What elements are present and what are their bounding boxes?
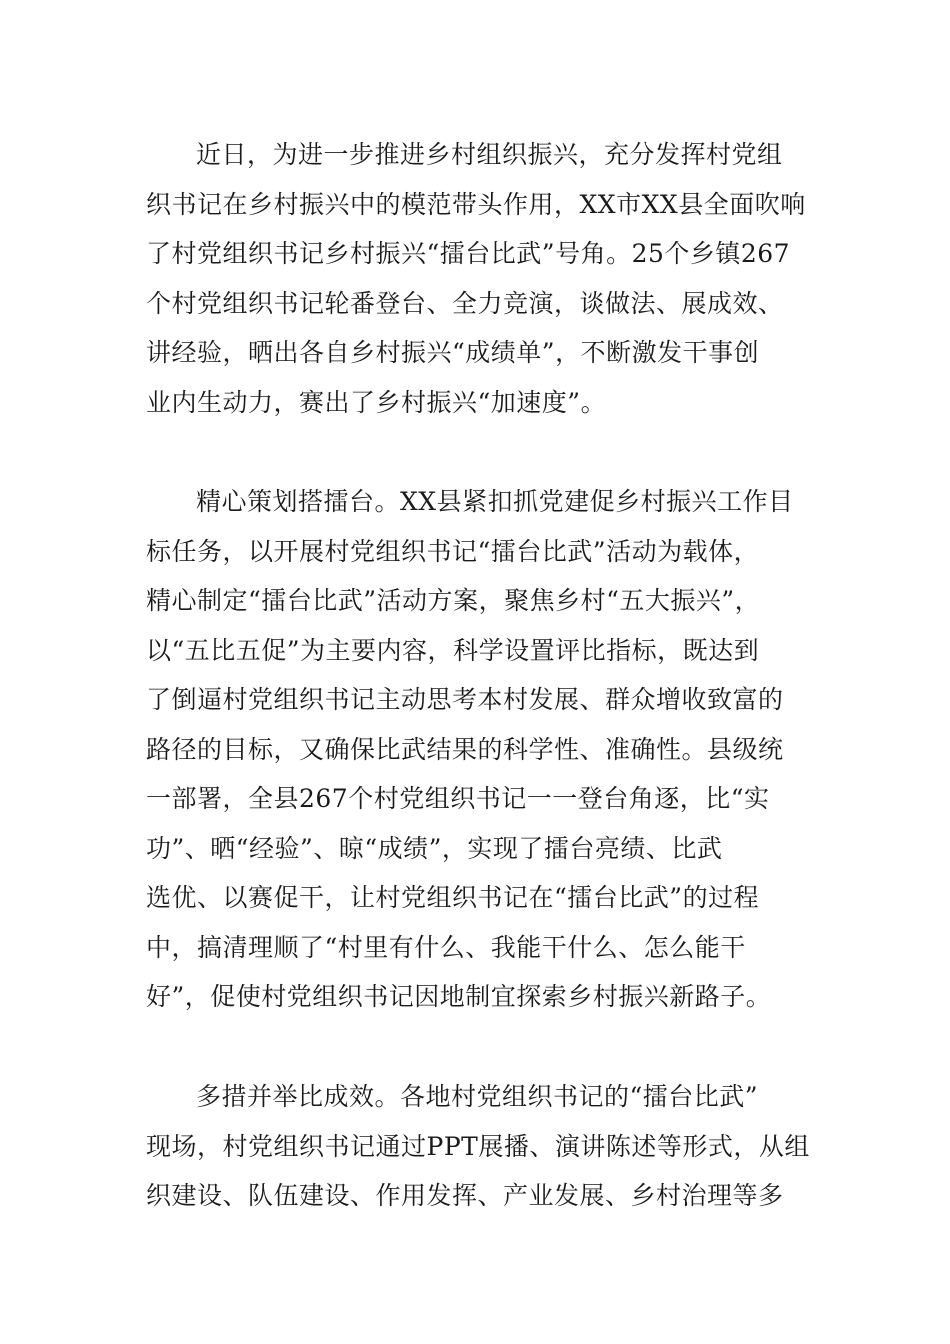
paragraph-measures xyxy=(146,1072,808,1221)
paragraph-arena-planning xyxy=(146,477,808,1022)
text-line: 业内生动力，赛出了乡村振兴“加速度”。 xyxy=(146,387,607,417)
text-line: 标任务，以开展村党组织书记“擂台比武”活动为载体， xyxy=(146,536,760,566)
text-line: 精心制定“擂台比武”活动方案，聚焦乡村“五大振兴”， xyxy=(146,586,761,615)
text-line: 选优、以赛促干，让村党组织书记在“擂台比武”的过程 xyxy=(146,883,760,912)
text-line: 精心策划搭擂台。XX县紧扣抓党建促乡村振兴工作目 xyxy=(196,487,794,516)
text-line: 中，搞清理顺了“村里有什么、我能干什么、怎么能干 xyxy=(146,932,746,962)
text-line: 路径的目标，又确保比武结果的科学性、准确性。县级统 xyxy=(146,734,784,764)
text-line: 现场，村党组织书记通过PPT展播、演讲陈述等形式，从组 xyxy=(146,1131,810,1161)
text-line: 功”、晒“经验”、晾“成绩”，实现了擂台亮绩、比武 xyxy=(146,833,723,863)
text-line: 织书记在乡村振兴中的模范带头作用，XX市XX县全面吹响 xyxy=(146,189,806,219)
text-line: 了村党组织书记乡村振兴“擂台比武”号角。25个乡镇267 xyxy=(146,239,791,268)
text-line: 好”，促使村党组织书记因地制宜探索乡村振兴新路子。 xyxy=(146,982,772,1011)
text-line: 个村党组织书记轮番登台、全力竞演，谈做法、展成效、 xyxy=(146,288,784,318)
text-line: 讲经验，晒出各自乡村振兴“成绩单”，不断激发干事创 xyxy=(146,338,760,367)
text-line: 织建设、队伍建设、作用发挥、产业发展、乡村治理等多 xyxy=(146,1181,784,1210)
paragraph-intro xyxy=(146,130,808,427)
text-line: 多措并举比成效。各地村党组织书记的“擂台比武” xyxy=(196,1082,759,1111)
text-line: 近日，为进一步推进乡村组织振兴，充分发挥村党组 xyxy=(196,140,783,169)
text-line: 一部署，全县267个村党组织书记一一登台角逐，比“实 xyxy=(146,784,770,813)
text-line: 了倒逼村党组织书记主动思考本村发展、群众增收致富的 xyxy=(146,685,784,714)
text-line: 以“五比五促”为主要内容，科学设置评比指标，既达到 xyxy=(146,635,760,665)
